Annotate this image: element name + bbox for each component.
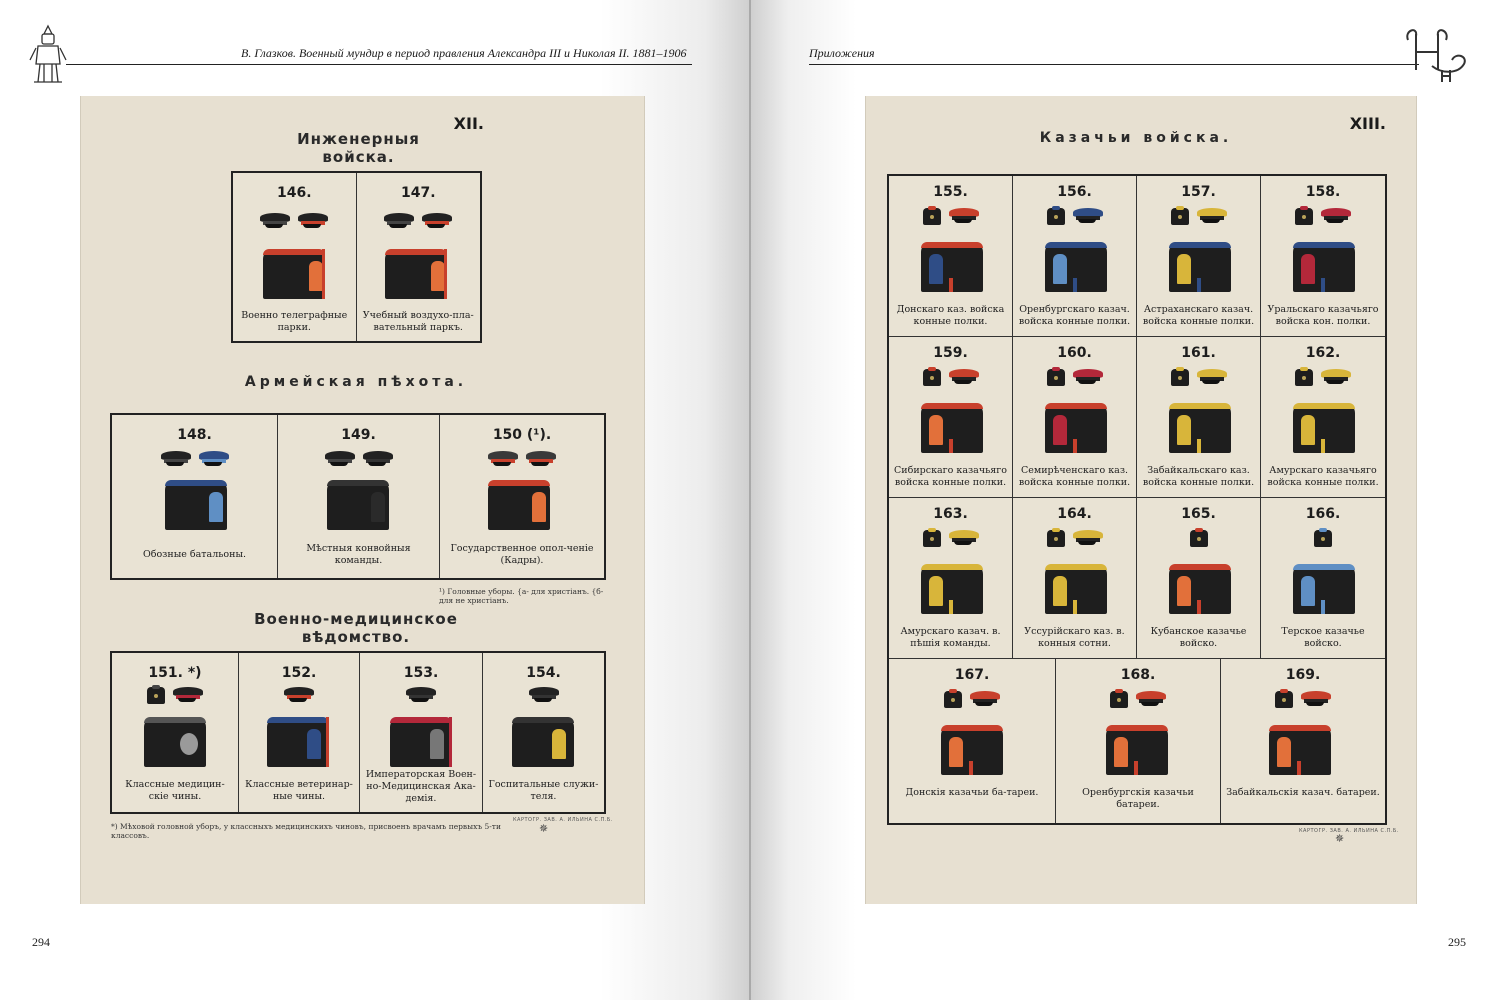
cap-icon (1136, 691, 1166, 706)
cell-caption: Оренбургскаго казач. войска конные полки. (1018, 304, 1131, 327)
headwear-group (1137, 530, 1260, 547)
cap-icon (422, 213, 452, 228)
cell-caption: Мѣстныя конвойныя команды. (306, 543, 411, 566)
cell-number: 165. (1181, 506, 1216, 522)
cap-icon (949, 530, 979, 545)
cap-icon (363, 451, 393, 466)
cell-caption: Астраханскаго казач. войска конные полки. (1142, 304, 1255, 327)
cell-caption: Государственное опол-ченіе (Кадры). (450, 543, 594, 566)
headwear-group (889, 369, 1012, 386)
collar-icon (512, 717, 574, 767)
papakha-icon (944, 691, 962, 708)
cell-caption: Госпитальные служи-теля. (488, 779, 599, 802)
cell-number: 154. (526, 665, 561, 681)
cap-icon (260, 213, 290, 228)
headwear-group (1221, 691, 1385, 708)
headwear-group (1013, 530, 1136, 547)
papakha-icon (923, 208, 941, 225)
plate-xiii (865, 96, 1417, 904)
footnote-headwear: ¹) Головные уборы. {а- для христіанъ. {б- для не христіанъ. (439, 587, 604, 605)
running-head-left: В. Глазков. Военный мундир в период правления Александра III и Николая II. 1881–1906 (241, 46, 687, 60)
footnote-medical: *) Мѣховой головной уборъ, у классныхъ медицинскихъ чиновъ, присвоенъ врачамъ первыхъ 5-ти классовъ. (111, 822, 501, 840)
cap-icon (325, 451, 355, 466)
frame-medical (110, 651, 606, 814)
collar-icon (1293, 564, 1355, 614)
headwear-group (239, 687, 359, 702)
collar-icon (1045, 564, 1107, 614)
cell-caption: Забайкальскія казач. батареи. (1226, 787, 1380, 798)
cap-icon (970, 691, 1000, 706)
imperial-monogram-icon (1402, 26, 1472, 84)
collar-icon (1169, 403, 1231, 453)
headwear-group (360, 687, 482, 702)
printer-mark: КАРТОГР. ЗАВ. А. ИЛЬИНА С.П.Б. (1299, 828, 1399, 834)
cap-icon (1073, 369, 1103, 384)
headwear-group (1137, 208, 1260, 225)
cap-icon (1321, 208, 1351, 223)
collar-icon (165, 480, 227, 530)
running-head-right: Приложения (809, 46, 875, 60)
section-title-medical: Военно-медицинское вѣдомство. (254, 610, 458, 646)
plate-xii (80, 96, 645, 904)
collar-icon (1045, 242, 1107, 292)
papakha-icon (1171, 208, 1189, 225)
plate-number: XII. (453, 114, 484, 133)
headwear-group (357, 213, 481, 228)
uniform-cell (440, 415, 604, 578)
uniform-cell (1056, 659, 1221, 823)
frame-engineers (231, 171, 482, 343)
cell-caption: Терское казачье войско. (1281, 626, 1365, 649)
cell-caption: Учебный воздухо-пла-вательный паркъ. (362, 310, 474, 333)
cell-number: 151. *) (148, 665, 202, 681)
cell-number: 155. (933, 184, 968, 200)
uniform-cell (112, 415, 278, 578)
cell-caption: Классные медицин-скіе чины. (125, 779, 225, 802)
headwear-group (1261, 530, 1385, 547)
headwear-group (278, 451, 439, 466)
cell-caption: Амурскаго казачьяго войска конные полки. (1267, 465, 1379, 488)
uniform-cell (1013, 498, 1137, 659)
cap-icon (949, 208, 979, 223)
cap-icon (406, 687, 436, 702)
cell-number: 149. (341, 427, 376, 443)
cap-icon (1073, 208, 1103, 223)
collar-icon (385, 249, 447, 299)
papakha-icon (1295, 208, 1313, 225)
uniform-cell (889, 659, 1056, 823)
cell-number: 167. (954, 667, 990, 683)
collar-icon (1269, 725, 1331, 775)
papakha-icon (1047, 208, 1065, 225)
cap-icon (298, 213, 328, 228)
cell-number: 158. (1305, 184, 1341, 200)
cell-number: 160. (1057, 345, 1092, 361)
cap-icon (488, 451, 518, 466)
collar-icon (941, 725, 1003, 775)
collar-icon (921, 564, 983, 614)
uniform-cell (1261, 176, 1385, 337)
uniform-cell (889, 498, 1013, 659)
cap-icon (1197, 208, 1227, 223)
headwear-group (1261, 369, 1385, 386)
cap-icon (949, 369, 979, 384)
cell-number: 164. (1057, 506, 1092, 522)
uniform-cell (1137, 176, 1261, 337)
cell-caption: Донскія казачьи ба-тареи. (905, 787, 1039, 798)
collar-icon (267, 717, 329, 767)
cell-number: 150 (¹). (492, 427, 552, 443)
collar-icon (1293, 403, 1355, 453)
cell-number: 166. (1305, 506, 1341, 522)
cell-number: 169. (1285, 667, 1321, 683)
section-title-engineers: Инженерныя войска. (297, 130, 420, 166)
headwear-group (1056, 691, 1220, 708)
uniform-cell (1013, 337, 1137, 498)
papakha-icon (923, 530, 941, 547)
uniform-cell (1137, 498, 1261, 659)
headwear-group (1013, 208, 1136, 225)
printer-mark: КАРТОГР. ЗАВ. А. ИЛЬИНА С.П.Б. (513, 817, 613, 823)
cell-caption: Кубанское казачье войско. (1150, 626, 1247, 649)
section-title-cossacks: Казачьи войска. (1039, 130, 1233, 146)
collar-icon (921, 242, 983, 292)
section-title-infantry: Армейская пѣхота. (244, 374, 468, 390)
cell-number: 146. (276, 185, 312, 201)
cell-number: 148. (177, 427, 212, 443)
headwear-group (889, 208, 1012, 225)
collar-icon (1293, 242, 1355, 292)
papakha-icon (1190, 530, 1208, 547)
cell-caption: Донскаго каз. войска конные полки. (896, 304, 1005, 327)
collar-icon (327, 480, 389, 530)
cap-icon (173, 687, 203, 702)
headwear-group (1013, 369, 1136, 386)
headwear-group (1261, 208, 1385, 225)
cap-icon (199, 451, 229, 466)
uniform-cell (1261, 337, 1385, 498)
cell-caption: Классные ветеринар-ные чины. (245, 779, 353, 802)
cell-number: 161. (1181, 345, 1216, 361)
collar-icon (488, 480, 550, 530)
collar-icon (144, 717, 206, 767)
uniform-cell (233, 173, 357, 341)
cell-caption: Забайкальскаго каз. войска конные полки. (1142, 465, 1255, 488)
papakha-icon (1171, 369, 1189, 386)
headwear-group (112, 451, 277, 466)
uniform-cell (889, 337, 1013, 498)
knight-emblem-icon (28, 24, 68, 86)
headwear-group (1137, 369, 1260, 386)
cell-caption: Обозные батальоны. (142, 549, 247, 560)
headwear-group (112, 687, 238, 704)
uniform-cell (278, 415, 440, 578)
papakha-icon (1314, 530, 1332, 547)
cap-icon (529, 687, 559, 702)
uniform-cell (1013, 176, 1137, 337)
cell-number: 159. (933, 345, 968, 361)
cap-icon (1301, 691, 1331, 706)
headwear-group (233, 213, 356, 228)
frame-infantry (110, 413, 606, 580)
papakha-icon (147, 687, 165, 704)
cap-icon (284, 687, 314, 702)
collar-icon (1169, 564, 1231, 614)
cell-caption: Императорская Воен-но-Медицинская Ака-демія. (365, 769, 477, 804)
papakha-icon (1047, 530, 1065, 547)
headwear-group (889, 530, 1012, 547)
cell-caption: Уральскаго казачьяго войска кон. полки. (1267, 304, 1379, 327)
headwear-group (889, 691, 1055, 708)
printer-star-icon: ✵ (1335, 832, 1345, 845)
uniform-cell (239, 653, 360, 812)
cell-caption: Уссурійскаго каз. в. конныя сотни. (1024, 626, 1125, 649)
battery-row (889, 659, 1385, 823)
collar-icon (390, 717, 452, 767)
headwear-group (483, 687, 604, 702)
cell-number: 147. (400, 185, 436, 201)
cap-icon (384, 213, 414, 228)
uniform-cell (1221, 659, 1385, 823)
uniform-cell (1261, 498, 1385, 659)
headwear-group (440, 451, 604, 466)
papakha-icon (1275, 691, 1293, 708)
collar-icon (263, 249, 325, 299)
cell-caption: Оренбургскія казачьи батареи. (1082, 787, 1194, 810)
cell-number: 162. (1305, 345, 1341, 361)
header-rule-left (66, 64, 692, 65)
frame-cossacks (887, 174, 1387, 825)
uniform-cell (483, 653, 604, 812)
collar-icon (1169, 242, 1231, 292)
cap-icon (1197, 369, 1227, 384)
cap-icon (526, 451, 556, 466)
cell-number: 157. (1181, 184, 1216, 200)
papakha-icon (1047, 369, 1065, 386)
cap-icon (1073, 530, 1103, 545)
collar-icon (921, 403, 983, 453)
cell-caption: Сибирскаго казачьяго войска конные полки. (894, 465, 1007, 488)
uniform-cell (112, 653, 239, 812)
cell-caption: Военно телеграфные парки. (241, 310, 348, 333)
papakha-icon (1110, 691, 1128, 708)
cell-number: 168. (1120, 667, 1156, 683)
plate-number: XIII. (1349, 114, 1386, 133)
papakha-icon (923, 369, 941, 386)
uniform-cell (357, 173, 481, 341)
cell-number: 163. (933, 506, 968, 522)
cell-number: 156. (1057, 184, 1092, 200)
header-rule-right (809, 64, 1419, 65)
cell-caption: Амурскаго казач. в. пѣшія команды. (900, 626, 1001, 649)
cell-number: 152. (281, 665, 317, 681)
uniform-cell (360, 653, 483, 812)
papakha-icon (1295, 369, 1313, 386)
cell-caption: Семирѣченскаго каз. войска конные полки. (1018, 465, 1131, 488)
printer-star-icon: ✵ (539, 822, 549, 835)
uniform-cell (889, 176, 1013, 337)
collar-icon (1106, 725, 1168, 775)
uniform-cell (1137, 337, 1261, 498)
cap-icon (161, 451, 191, 466)
cap-icon (1321, 369, 1351, 384)
right-page (751, 0, 1500, 1000)
collar-icon (1045, 403, 1107, 453)
page-number-left: 294 (32, 935, 50, 949)
cell-number: 153. (403, 665, 439, 681)
page-number-right: 295 (1448, 935, 1466, 949)
